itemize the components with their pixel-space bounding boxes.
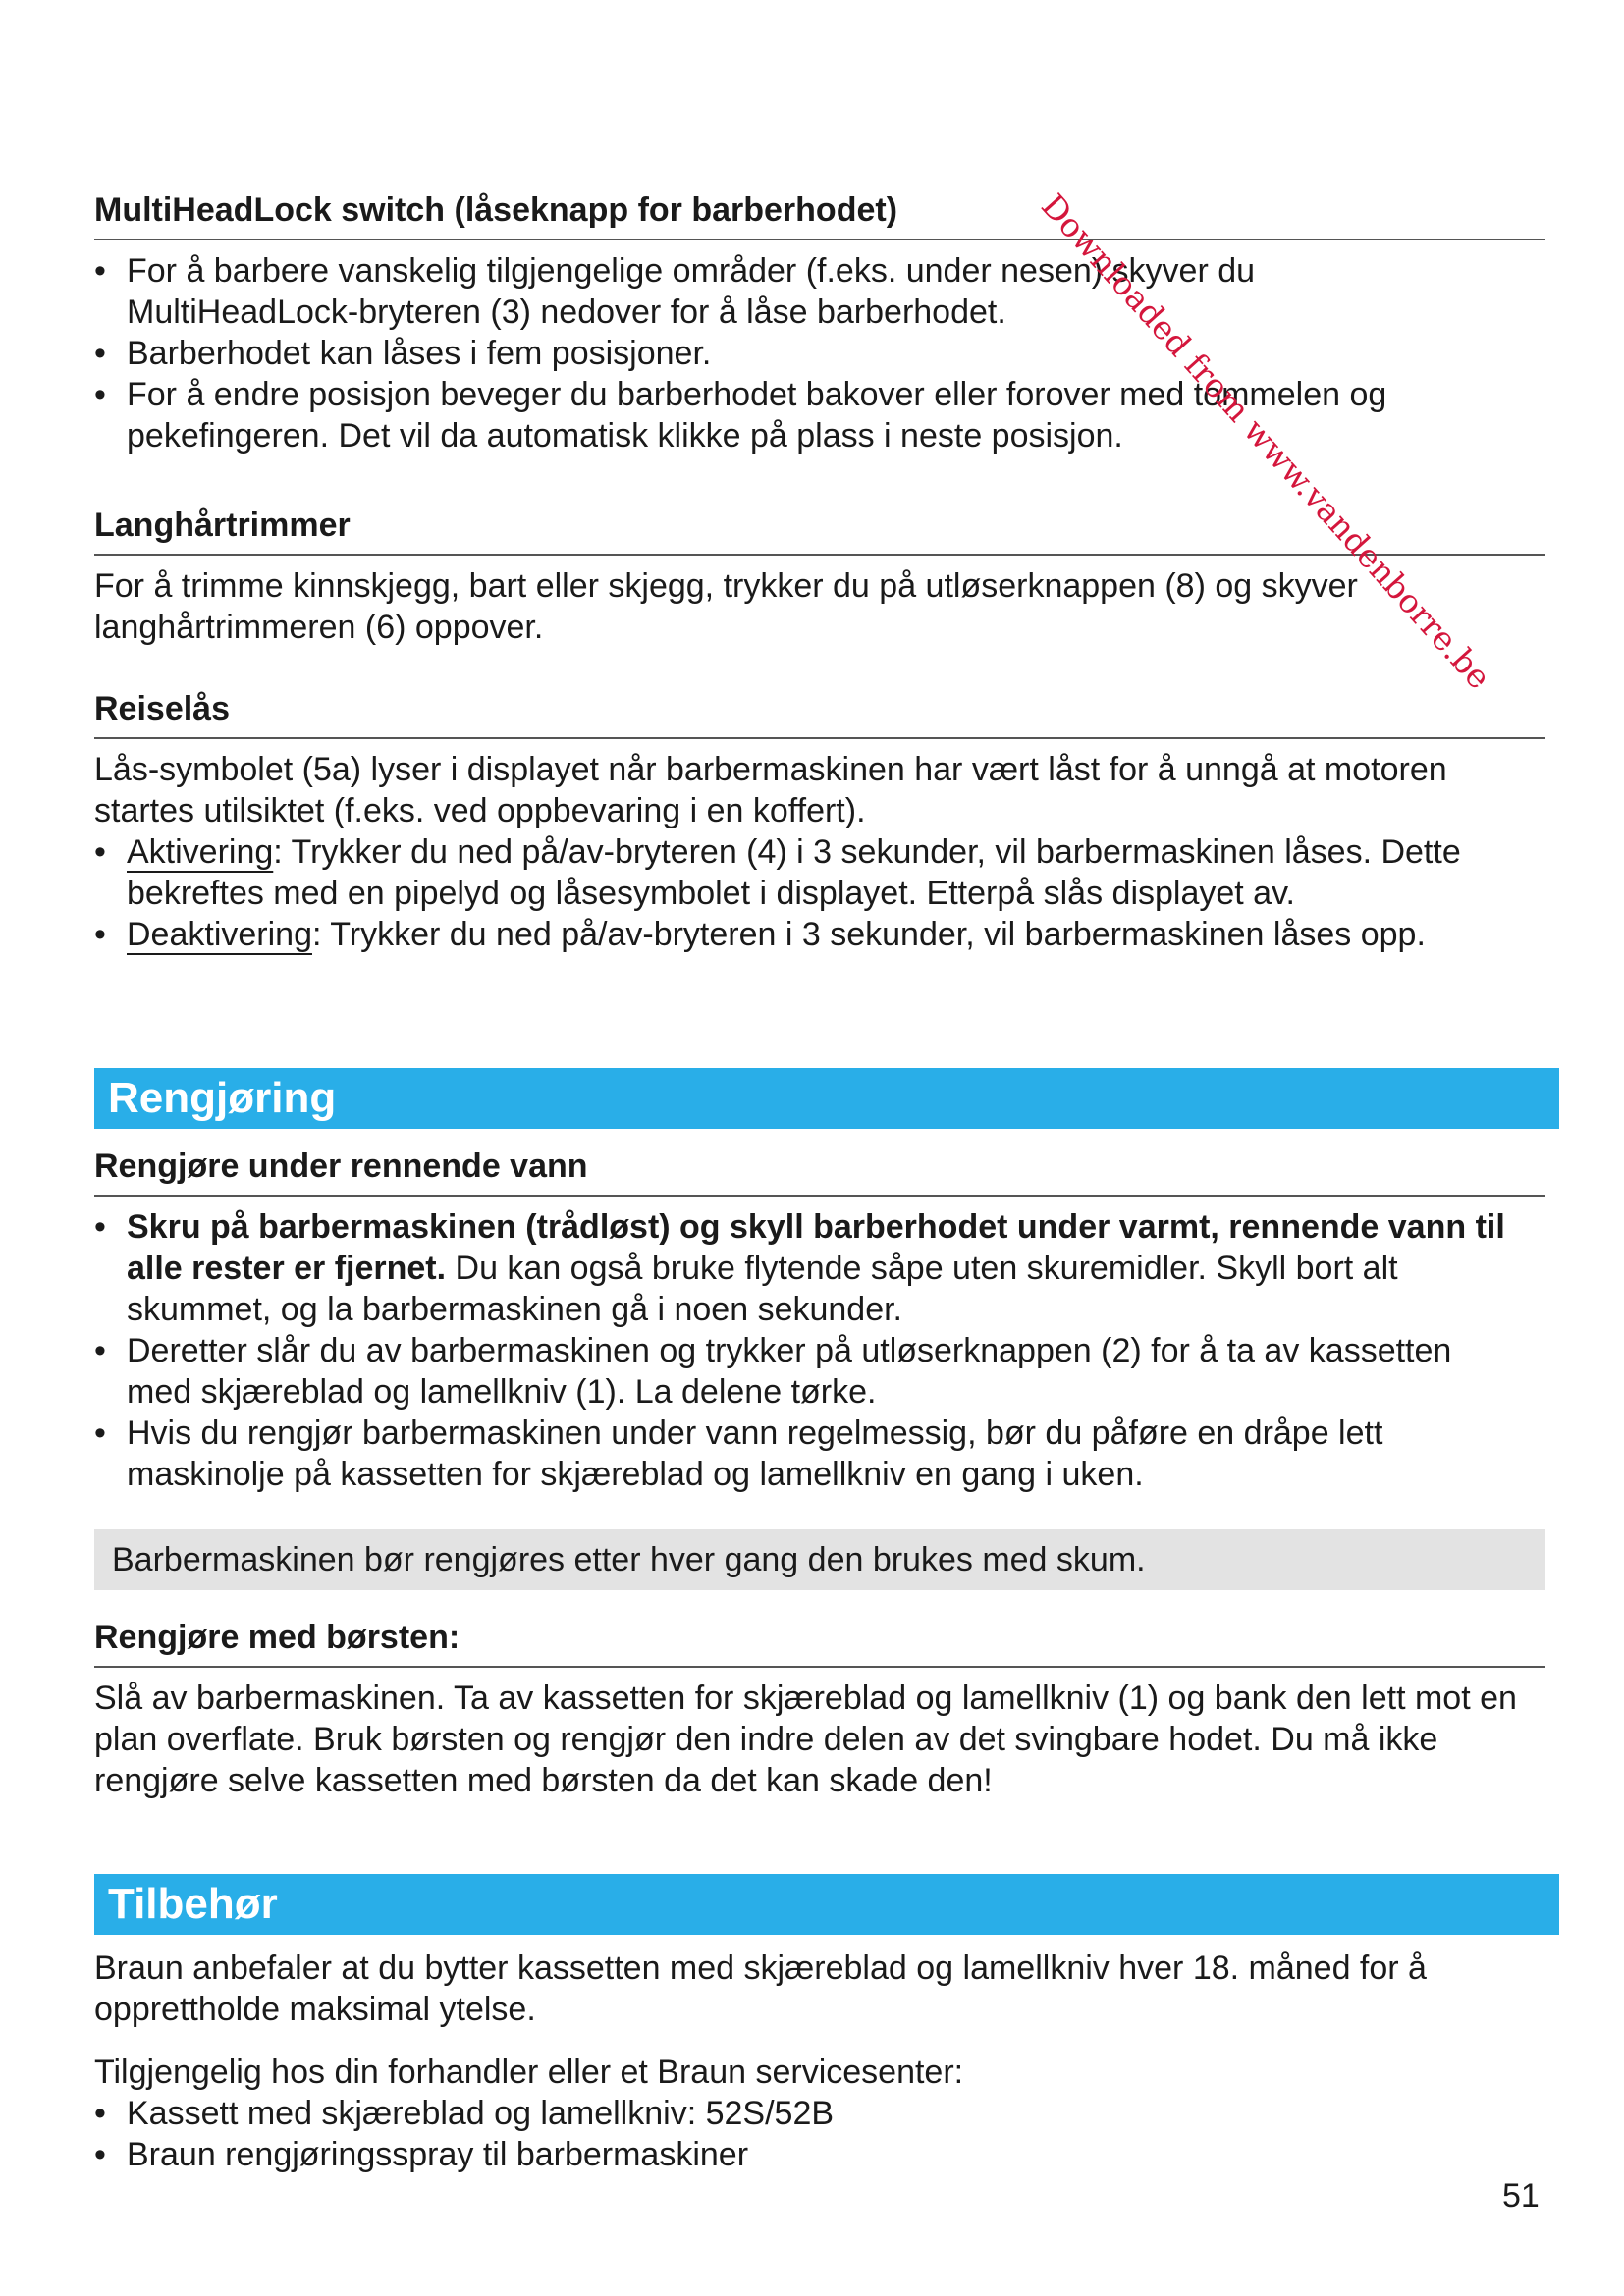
list-item: • Deretter slår du av barbermaskinen og trykker på utløserknappen (2) for å ta av kassetten med skjæreblad og lamellkniv (1). La delene tørke. bbox=[94, 1330, 1545, 1413]
travel-lock-list bbox=[94, 831, 1545, 955]
running-water-section bbox=[94, 1147, 1545, 1495]
running-water-heading: Rengjøre under rennende vann bbox=[94, 1147, 1545, 1197]
travel-lock-heading: Reiselås bbox=[94, 689, 1545, 739]
travel-lock-intro: Lås-symbolet (5a) lyser i displayet når barbermaskinen har vært låst for å unngå at motoren startes utilsiktet (f.eks. ved oppbevaring i en koffert). bbox=[94, 751, 1447, 829]
list-item: • Skru på barbermaskinen (trådløst) og skyll barberhodet under varmt, rennende vann til alle rester er fjernet. Du kan også bruke flytende såpe uten skuremidler. Skyll bort alt skummet, og la barbermaskinen gå i noen sekunder. bbox=[94, 1206, 1545, 1330]
multiheadlock-list bbox=[94, 250, 1545, 456]
list-item: • Braun rengjøringsspray til barbermaskiner bbox=[94, 2134, 1545, 2175]
page-number: 51 bbox=[1502, 2177, 1540, 2215]
list-item: • For å barbere vanskelig tilgjengelige områder (f.eks. under nesen) skyver du MultiHeadLock-bryteren (3) nedover for å låse barberhodet. bbox=[94, 250, 1545, 333]
deactivation-term: Deaktivering bbox=[127, 916, 312, 953]
list-item: • Barberhodet kan låses i fem posisjoner. bbox=[94, 333, 1545, 374]
multiheadlock-section bbox=[94, 190, 1545, 456]
cleaning-title: Rengjøring bbox=[94, 1068, 1559, 1129]
accessories-text: Braun anbefaler at du bytter kassetten med skjæreblad og lamellkniv hver 18. måned for å opprettholde maksimal ytelse. bbox=[94, 1949, 1427, 2028]
accessories-section bbox=[94, 1948, 1545, 2175]
brush-section bbox=[94, 1618, 1545, 1801]
trimmer-heading: Langhårtrimmer bbox=[94, 506, 1545, 556]
accessories-list bbox=[94, 2093, 1545, 2175]
running-water-list bbox=[94, 1206, 1545, 1495]
accessories-availability: Tilgjengelig hos din forhandler eller et Braun servicesenter: bbox=[94, 2054, 964, 2091]
trimmer-text: For å trimme kinnskjegg, bart eller skjegg, trykker du på utløserknappen (8) og skyver langhårtrimmeren (6) oppover. bbox=[94, 567, 1358, 646]
list-item: • Deaktivering: Trykker du ned på/av-bryteren i 3 sekunder, vil barbermaskinen låses opp. bbox=[94, 914, 1545, 955]
accessories-title: Tilbehør bbox=[94, 1874, 1559, 1935]
list-item: • Aktivering: Trykker du ned på/av-bryteren (4) i 3 sekunder, vil barbermaskinen låses. Dette bekreftes med en pipelyd og låsesymbolet i displayet. Etterpå slås displayet av. bbox=[94, 831, 1545, 914]
download-watermark: Downloaded from www.vandenborre.be bbox=[1034, 187, 1499, 697]
brush-text: Slå av barbermaskinen. Ta av kassetten for skjæreblad og lamellkniv (1) og bank den lett mot en plan overflate. Bruk børsten og rengjør den indre delen av det svingbare hodet. Du må ikke rengjøre selve kassetten med børsten da det kan skade den! bbox=[94, 1680, 1517, 1799]
activation-term: Aktivering bbox=[127, 833, 274, 871]
list-item: • Kassett med skjæreblad og lamellkniv: 52S/52B bbox=[94, 2093, 1545, 2134]
multiheadlock-heading: MultiHeadLock switch (låseknapp for barberhodet) bbox=[94, 190, 1545, 240]
cleaning-note: Barbermaskinen bør rengjøres etter hver gang den brukes med skum. bbox=[94, 1529, 1545, 1590]
travel-lock-section bbox=[94, 689, 1545, 955]
list-item: • Hvis du rengjør barbermaskinen under vann regelmessig, bør du påføre en dråpe lett maskinolje på kassetten for skjæreblad og lamellkniv en gang i uken. bbox=[94, 1413, 1545, 1495]
list-item: • For å endre posisjon beveger du barberhodet bakover eller forover med tommelen og pekefingeren. Det vil da automatisk klikke på plass i neste posisjon. bbox=[94, 374, 1545, 456]
brush-heading: Rengjøre med børsten: bbox=[94, 1618, 1545, 1668]
